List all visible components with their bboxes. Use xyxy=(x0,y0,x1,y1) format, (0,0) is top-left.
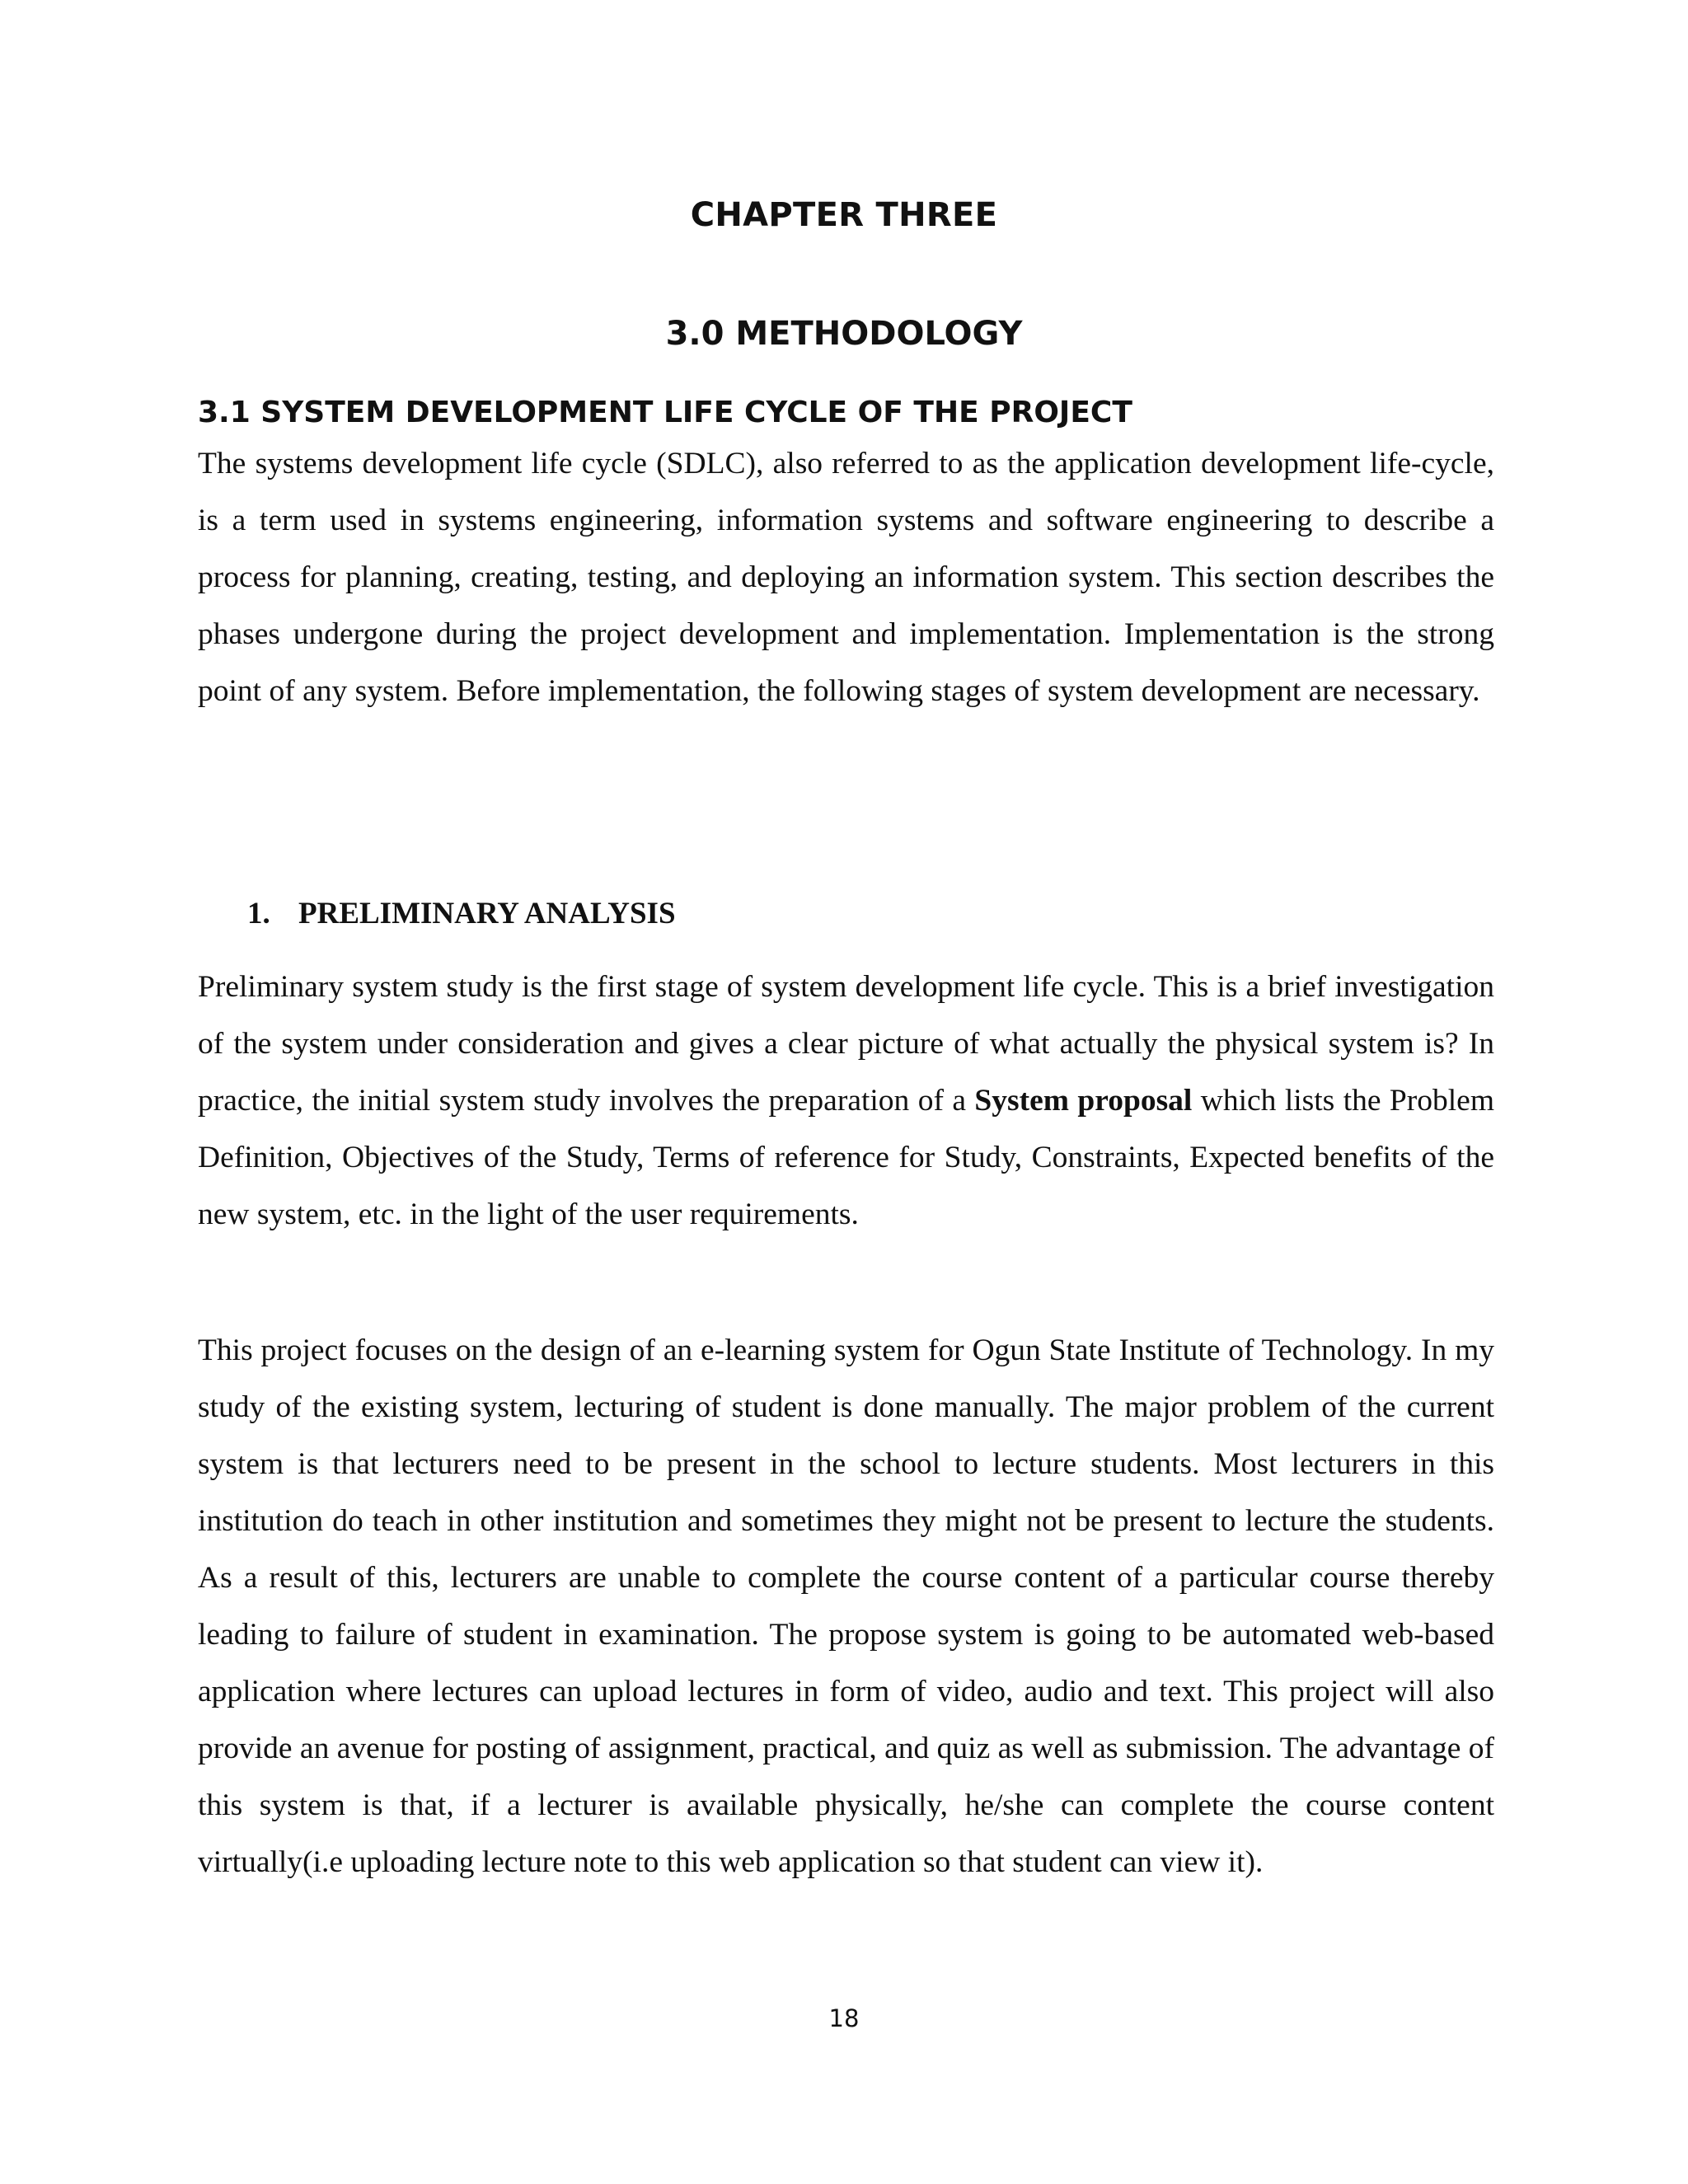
sdlc-paragraph: The systems development life cycle (SDLC), also referred to as the application development life-cycle, is a term used in systems engineering, information systems and software engineering to describe a process for planning, creating, testing, and deploying an information system. This section describes the phases undergone during the project development and implementation. Implementation is the strong point of any system. Before implementation, the following stages of system development are necessary. xyxy=(198,447,1494,708)
section-title: 3.0 METHODOLOGY xyxy=(665,315,1023,353)
list-item-heading: PRELIMINARY ANALYSIS xyxy=(298,897,676,930)
system-proposal-term: System proposal xyxy=(974,1084,1193,1118)
chapter-title: CHAPTER THREE xyxy=(690,196,998,234)
preliminary-text-end: which lists the Problem Definition, Objectives of the Study, Terms of reference for Study, Constraints, Expected benefits of the new system, etc. in the light of the user requirements. xyxy=(198,1084,1494,1231)
subsection-title: 3.1 SYSTEM DEVELOPMENT LIFE CYCLE OF THE PROJECT xyxy=(198,396,1132,429)
project-paragraph: This project focuses on the design of an e-learning system for Ogun State Institute of Technology. In my study of the existing system, lecturing of student is done manually. The major problem of the current system is that lecturers need to be present in the school to lecture students. Most lecturers in this institution do teach in other institution and sometimes they might not be present to lecture the students. As a result of this, lecturers are unable to complete the course content of a particular course thereby leading to failure of student in examination. The propose system is going to be automated web-based application where lectures can upload lectures in form of video, audio and text. This project will also provide an avenue for posting of assignment, practical, and quiz as well as submission. The advantage of this system is that, if a lecturer is available physically, he/she can complete the course content virtually(i.e uploading lecture note to this web application so that student can view it). xyxy=(198,1333,1494,1879)
preliminary-paragraph xyxy=(198,958,1494,1243)
page-number: 18 xyxy=(828,2004,860,2032)
list-item-number: 1. xyxy=(247,897,270,930)
list-item-preliminary-analysis xyxy=(247,896,676,931)
preliminary-text-start: Preliminary system study is the first stage of system development life cycle. This is a brief investigation of the system under consideration and gives a clear picture of what actually the physical system is? In practice, the initial system study involves the preparation of a xyxy=(198,970,1494,1118)
